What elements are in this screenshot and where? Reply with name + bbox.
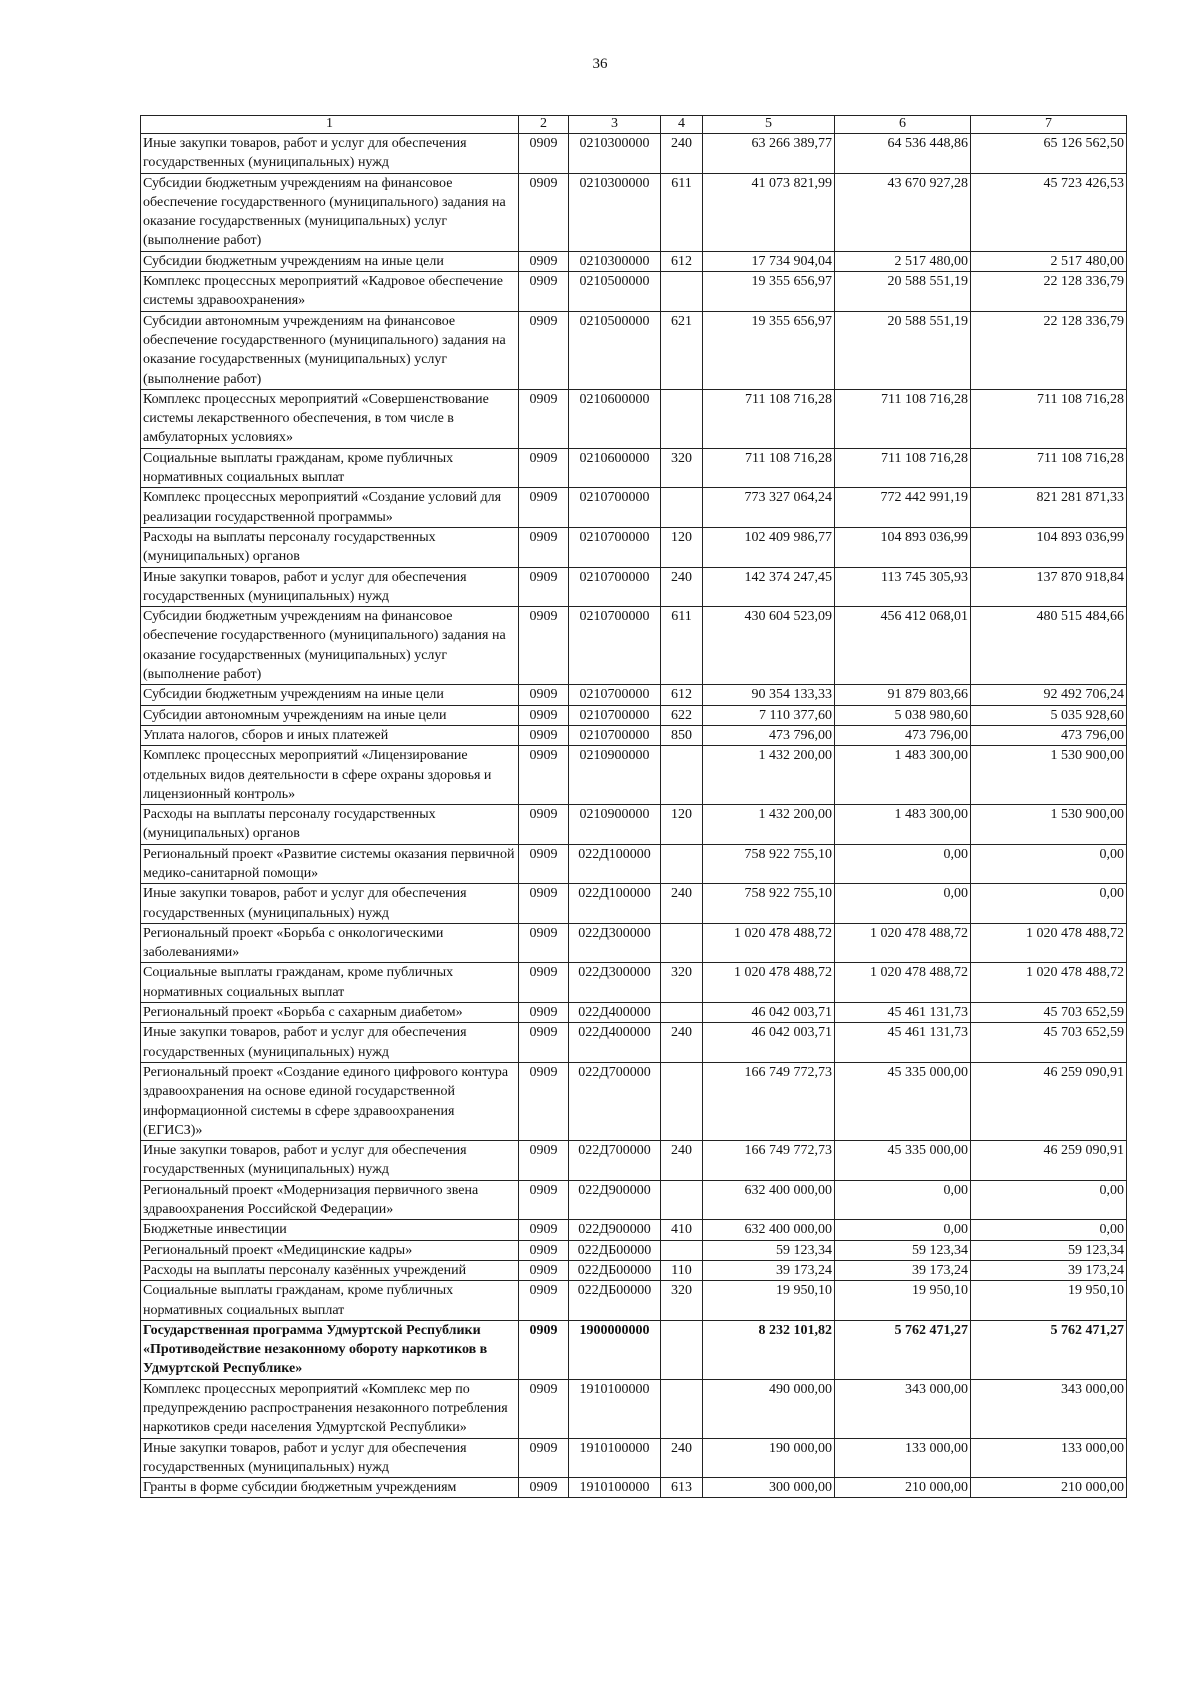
row-section-code: 0909 [519, 607, 569, 685]
row-target-code: 022ДБ00000 [569, 1240, 661, 1260]
row-target-code: 022Д300000 [569, 923, 661, 963]
row-amount-col5: 19 950,10 [703, 1281, 835, 1321]
row-amount-col6: 1 483 300,00 [835, 746, 971, 805]
table-row [141, 805, 1127, 845]
row-amount-col6: 20 588 551,19 [835, 272, 971, 312]
row-amount-col5: 17 734 904,04 [703, 251, 835, 271]
row-section-code: 0909 [519, 173, 569, 251]
row-amount-col6: 343 000,00 [835, 1379, 971, 1438]
row-name: Субсидии автономным учреждениям на иные цели [141, 705, 519, 725]
header-row [141, 116, 1127, 134]
row-amount-col7: 473 796,00 [971, 725, 1127, 745]
row-expense-type [661, 272, 703, 312]
row-name: Расходы на выплаты персоналу государственных (муниципальных) органов [141, 805, 519, 845]
row-amount-col6: 0,00 [835, 844, 971, 884]
row-expense-type [661, 844, 703, 884]
row-amount-col7: 46 259 090,91 [971, 1141, 1127, 1181]
row-amount-col5: 758 922 755,10 [703, 844, 835, 884]
row-section-code: 0909 [519, 1062, 569, 1140]
row-amount-col7: 2 517 480,00 [971, 251, 1127, 271]
row-expense-type [661, 746, 703, 805]
row-amount-col7: 45 723 426,53 [971, 173, 1127, 251]
table-row [141, 1438, 1127, 1478]
table-row [141, 685, 1127, 705]
row-section-code: 0909 [519, 389, 569, 448]
row-name: Иные закупки товаров, работ и услуг для обеспечения государственных (муниципальных) нужд [141, 1141, 519, 1181]
row-amount-col5: 773 327 064,24 [703, 488, 835, 528]
row-target-code: 0210700000 [569, 567, 661, 607]
row-expense-type: 110 [661, 1260, 703, 1280]
budget-table [140, 115, 1127, 1498]
table-row [141, 134, 1127, 174]
row-amount-col6: 91 879 803,66 [835, 685, 971, 705]
row-amount-col7: 92 492 706,24 [971, 685, 1127, 705]
row-section-code: 0909 [519, 705, 569, 725]
table-row [141, 1379, 1127, 1438]
row-amount-col7: 59 123,34 [971, 1240, 1127, 1260]
row-amount-col5: 632 400 000,00 [703, 1220, 835, 1240]
row-expense-type: 240 [661, 1023, 703, 1063]
row-target-code: 1910100000 [569, 1438, 661, 1478]
row-target-code: 022Д700000 [569, 1062, 661, 1140]
row-section-code: 0909 [519, 1281, 569, 1321]
row-section-code: 0909 [519, 1003, 569, 1023]
row-target-code: 0210300000 [569, 134, 661, 174]
table-row [141, 311, 1127, 389]
row-amount-col5: 166 749 772,73 [703, 1141, 835, 1181]
header-cell: 7 [971, 116, 1127, 134]
row-target-code: 022Д100000 [569, 884, 661, 924]
row-amount-col5: 102 409 986,77 [703, 527, 835, 567]
row-name: Иные закупки товаров, работ и услуг для обеспечения государственных (муниципальных) нужд [141, 1438, 519, 1478]
row-amount-col5: 300 000,00 [703, 1478, 835, 1498]
row-name: Региональный проект «Развитие системы оказания первичной медико-санитарной помощи» [141, 844, 519, 884]
row-amount-col6: 39 173,24 [835, 1260, 971, 1280]
row-amount-col6: 64 536 448,86 [835, 134, 971, 174]
row-target-code: 0210700000 [569, 527, 661, 567]
row-amount-col5: 46 042 003,71 [703, 1003, 835, 1023]
row-expense-type: 320 [661, 448, 703, 488]
row-amount-col6: 133 000,00 [835, 1438, 971, 1478]
row-section-code: 0909 [519, 1320, 569, 1379]
row-name: Комплекс процессных мероприятий «Совершенствование системы лекарственного обеспечения, в том числе в амбулаторных условиях» [141, 389, 519, 448]
row-expense-type: 410 [661, 1220, 703, 1240]
row-expense-type: 613 [661, 1478, 703, 1498]
row-target-code: 022ДБ00000 [569, 1260, 661, 1280]
row-name: Иные закупки товаров, работ и услуг для обеспечения государственных (муниципальных) нужд [141, 134, 519, 174]
row-name: Расходы на выплаты персоналу казённых учреждений [141, 1260, 519, 1280]
row-section-code: 0909 [519, 1220, 569, 1240]
table-row [141, 1141, 1127, 1181]
header-cell: 3 [569, 116, 661, 134]
row-name: Региональный проект «Модернизация первичного звена здравоохранения Российской Федерации» [141, 1180, 519, 1220]
table-row [141, 1023, 1127, 1063]
row-amount-col6: 113 745 305,93 [835, 567, 971, 607]
row-amount-col5: 166 749 772,73 [703, 1062, 835, 1140]
row-amount-col6: 473 796,00 [835, 725, 971, 745]
row-target-code: 0210500000 [569, 311, 661, 389]
row-amount-col6: 45 335 000,00 [835, 1141, 971, 1181]
row-expense-type: 240 [661, 567, 703, 607]
row-amount-col6: 45 461 131,73 [835, 1003, 971, 1023]
row-expense-type [661, 1003, 703, 1023]
row-expense-type: 320 [661, 963, 703, 1003]
row-expense-type: 240 [661, 1438, 703, 1478]
row-amount-col7: 711 108 716,28 [971, 389, 1127, 448]
row-section-code: 0909 [519, 844, 569, 884]
row-section-code: 0909 [519, 448, 569, 488]
row-amount-col6: 104 893 036,99 [835, 527, 971, 567]
row-expense-type: 120 [661, 527, 703, 567]
row-name: Иные закупки товаров, работ и услуг для обеспечения государственных (муниципальных) нужд [141, 1023, 519, 1063]
row-amount-col5: 59 123,34 [703, 1240, 835, 1260]
row-expense-type [661, 1379, 703, 1438]
row-amount-col7: 1 530 900,00 [971, 746, 1127, 805]
row-amount-col5: 758 922 755,10 [703, 884, 835, 924]
row-section-code: 0909 [519, 923, 569, 963]
row-amount-col6: 1 020 478 488,72 [835, 923, 971, 963]
row-amount-col7: 45 703 652,59 [971, 1023, 1127, 1063]
row-section-code: 0909 [519, 1141, 569, 1181]
row-section-code: 0909 [519, 1023, 569, 1063]
row-amount-col7: 0,00 [971, 884, 1127, 924]
row-expense-type: 850 [661, 725, 703, 745]
row-amount-col5: 7 110 377,60 [703, 705, 835, 725]
row-amount-col6: 45 461 131,73 [835, 1023, 971, 1063]
row-expense-type: 612 [661, 251, 703, 271]
row-amount-col6: 5 038 980,60 [835, 705, 971, 725]
row-amount-col6: 43 670 927,28 [835, 173, 971, 251]
row-section-code: 0909 [519, 884, 569, 924]
row-amount-col5: 190 000,00 [703, 1438, 835, 1478]
table-row [141, 923, 1127, 963]
row-expense-type: 120 [661, 805, 703, 845]
row-amount-col7: 210 000,00 [971, 1478, 1127, 1498]
row-amount-col5: 711 108 716,28 [703, 389, 835, 448]
table-row [141, 1320, 1127, 1379]
row-expense-type [661, 1320, 703, 1379]
row-expense-type: 320 [661, 1281, 703, 1321]
row-name: Региональный проект «Борьба с сахарным диабетом» [141, 1003, 519, 1023]
row-name: Комплекс процессных мероприятий «Лицензирование отдельных видов деятельности в сфере охраны здоровья и лицензионный контроль» [141, 746, 519, 805]
row-name: Субсидии бюджетным учреждениям на финансовое обеспечение государственного (муниципального) задания на оказание государственных (муниципальных) услуг (выполнение работ) [141, 173, 519, 251]
row-amount-col7: 821 281 871,33 [971, 488, 1127, 528]
row-target-code: 0210700000 [569, 607, 661, 685]
row-amount-col5: 63 266 389,77 [703, 134, 835, 174]
row-amount-col5: 1 432 200,00 [703, 746, 835, 805]
row-name: Комплекс процессных мероприятий «Создание условий для реализации государственной программы» [141, 488, 519, 528]
table-row [141, 705, 1127, 725]
row-name: Уплата налогов, сборов и иных платежей [141, 725, 519, 745]
row-section-code: 0909 [519, 527, 569, 567]
header-cell: 5 [703, 116, 835, 134]
row-section-code: 0909 [519, 272, 569, 312]
row-amount-col5: 46 042 003,71 [703, 1023, 835, 1063]
table-row [141, 272, 1127, 312]
row-name: Государственная программа Удмуртской Республики «Противодействие незаконному обороту наркотиков в Удмуртской Республике» [141, 1320, 519, 1379]
row-expense-type: 622 [661, 705, 703, 725]
row-amount-col6: 210 000,00 [835, 1478, 971, 1498]
row-target-code: 1900000000 [569, 1320, 661, 1379]
row-amount-col7: 1 530 900,00 [971, 805, 1127, 845]
row-target-code: 022ДБ00000 [569, 1281, 661, 1321]
row-target-code: 0210700000 [569, 488, 661, 528]
row-amount-col7: 0,00 [971, 1180, 1127, 1220]
table-row [141, 251, 1127, 271]
table-row [141, 844, 1127, 884]
row-expense-type: 621 [661, 311, 703, 389]
table-row [141, 607, 1127, 685]
table-body [141, 134, 1127, 1498]
row-name: Расходы на выплаты персоналу государственных (муниципальных) органов [141, 527, 519, 567]
row-amount-col7: 480 515 484,66 [971, 607, 1127, 685]
table-row [141, 884, 1127, 924]
table-row [141, 1281, 1127, 1321]
table-row [141, 1220, 1127, 1240]
row-amount-col6: 711 108 716,28 [835, 389, 971, 448]
row-section-code: 0909 [519, 1478, 569, 1498]
row-section-code: 0909 [519, 1260, 569, 1280]
row-amount-col5: 632 400 000,00 [703, 1180, 835, 1220]
row-amount-col7: 0,00 [971, 1220, 1127, 1240]
row-section-code: 0909 [519, 1240, 569, 1260]
row-expense-type [661, 1240, 703, 1260]
row-section-code: 0909 [519, 1379, 569, 1438]
row-amount-col6: 20 588 551,19 [835, 311, 971, 389]
row-name: Региональный проект «Создание единого цифрового контура здравоохранения на основе единой государственной информационной системы в сфере здравоохранения (ЕГИСЗ)» [141, 1062, 519, 1140]
row-amount-col5: 1 020 478 488,72 [703, 963, 835, 1003]
row-amount-col5: 142 374 247,45 [703, 567, 835, 607]
row-amount-col5: 1 432 200,00 [703, 805, 835, 845]
row-amount-col6: 456 412 068,01 [835, 607, 971, 685]
row-target-code: 0210900000 [569, 805, 661, 845]
row-expense-type [661, 1062, 703, 1140]
table-row [141, 1478, 1127, 1498]
row-section-code: 0909 [519, 685, 569, 705]
row-target-code: 0210900000 [569, 746, 661, 805]
row-amount-col6: 0,00 [835, 884, 971, 924]
header-cell: 2 [519, 116, 569, 134]
row-amount-col7: 343 000,00 [971, 1379, 1127, 1438]
row-name: Комплекс процессных мероприятий «Комплекс мер по предупреждению распространения незаконного потребления наркотиков среди населения Удмуртской Республики» [141, 1379, 519, 1438]
row-section-code: 0909 [519, 1438, 569, 1478]
row-expense-type: 240 [661, 134, 703, 174]
row-amount-col6: 19 950,10 [835, 1281, 971, 1321]
row-amount-col5: 8 232 101,82 [703, 1320, 835, 1379]
row-expense-type [661, 1180, 703, 1220]
row-name: Субсидии бюджетным учреждениям на финансовое обеспечение государственного (муниципального) задания на оказание государственных (муниципальных) услуг (выполнение работ) [141, 607, 519, 685]
row-target-code: 0210300000 [569, 251, 661, 271]
table-row [141, 488, 1127, 528]
row-amount-col5: 19 355 656,97 [703, 272, 835, 312]
table-row [141, 173, 1127, 251]
row-target-code: 0210700000 [569, 705, 661, 725]
table-row [141, 725, 1127, 745]
row-amount-col5: 39 173,24 [703, 1260, 835, 1280]
row-amount-col7: 133 000,00 [971, 1438, 1127, 1478]
row-amount-col7: 22 128 336,79 [971, 311, 1127, 389]
table-row [141, 1260, 1127, 1280]
row-name: Социальные выплаты гражданам, кроме публичных нормативных социальных выплат [141, 1281, 519, 1321]
row-expense-type: 611 [661, 607, 703, 685]
table-row [141, 746, 1127, 805]
row-amount-col5: 490 000,00 [703, 1379, 835, 1438]
table-row [141, 1062, 1127, 1140]
table-row [141, 1003, 1127, 1023]
row-expense-type [661, 488, 703, 528]
row-expense-type: 240 [661, 1141, 703, 1181]
row-target-code: 0210600000 [569, 389, 661, 448]
row-amount-col5: 19 355 656,97 [703, 311, 835, 389]
row-name: Бюджетные инвестиции [141, 1220, 519, 1240]
row-amount-col5: 473 796,00 [703, 725, 835, 745]
row-target-code: 0210500000 [569, 272, 661, 312]
row-amount-col6: 1 020 478 488,72 [835, 963, 971, 1003]
row-amount-col5: 90 354 133,33 [703, 685, 835, 705]
row-target-code: 022Д900000 [569, 1220, 661, 1240]
row-section-code: 0909 [519, 963, 569, 1003]
row-amount-col7: 22 128 336,79 [971, 272, 1127, 312]
row-target-code: 1910100000 [569, 1478, 661, 1498]
table-row [141, 389, 1127, 448]
table-row [141, 567, 1127, 607]
row-amount-col5: 711 108 716,28 [703, 448, 835, 488]
row-amount-col6: 45 335 000,00 [835, 1062, 971, 1140]
table-row [141, 963, 1127, 1003]
row-amount-col7: 0,00 [971, 844, 1127, 884]
row-amount-col5: 430 604 523,09 [703, 607, 835, 685]
row-name: Социальные выплаты гражданам, кроме публичных нормативных социальных выплат [141, 963, 519, 1003]
row-section-code: 0909 [519, 725, 569, 745]
row-target-code: 022Д300000 [569, 963, 661, 1003]
row-target-code: 0210300000 [569, 173, 661, 251]
row-name: Гранты в форме субсидии бюджетным учреждениям [141, 1478, 519, 1498]
header-cell: 1 [141, 116, 519, 134]
row-section-code: 0909 [519, 567, 569, 607]
row-amount-col5: 1 020 478 488,72 [703, 923, 835, 963]
row-amount-col7: 711 108 716,28 [971, 448, 1127, 488]
row-amount-col7: 45 703 652,59 [971, 1003, 1127, 1023]
row-target-code: 022Д400000 [569, 1023, 661, 1063]
row-amount-col6: 2 517 480,00 [835, 251, 971, 271]
row-section-code: 0909 [519, 805, 569, 845]
row-amount-col7: 137 870 918,84 [971, 567, 1127, 607]
row-amount-col7: 46 259 090,91 [971, 1062, 1127, 1140]
row-name: Субсидии бюджетным учреждениям на иные цели [141, 251, 519, 271]
table-row [141, 448, 1127, 488]
row-expense-type: 612 [661, 685, 703, 705]
table-row [141, 527, 1127, 567]
row-amount-col7: 1 020 478 488,72 [971, 923, 1127, 963]
row-expense-type: 240 [661, 884, 703, 924]
row-amount-col5: 41 073 821,99 [703, 173, 835, 251]
row-amount-col6: 5 762 471,27 [835, 1320, 971, 1379]
row-target-code: 0210700000 [569, 685, 661, 705]
row-amount-col7: 39 173,24 [971, 1260, 1127, 1280]
row-amount-col7: 104 893 036,99 [971, 527, 1127, 567]
row-name: Региональный проект «Медицинские кадры» [141, 1240, 519, 1260]
row-amount-col7: 65 126 562,50 [971, 134, 1127, 174]
row-amount-col6: 711 108 716,28 [835, 448, 971, 488]
row-amount-col7: 5 035 928,60 [971, 705, 1127, 725]
row-amount-col7: 1 020 478 488,72 [971, 963, 1127, 1003]
row-target-code: 022Д400000 [569, 1003, 661, 1023]
row-target-code: 022Д900000 [569, 1180, 661, 1220]
row-expense-type [661, 923, 703, 963]
row-section-code: 0909 [519, 488, 569, 528]
row-expense-type [661, 389, 703, 448]
row-section-code: 0909 [519, 251, 569, 271]
page-number: 36 [592, 56, 608, 72]
row-section-code: 0909 [519, 746, 569, 805]
row-amount-col7: 5 762 471,27 [971, 1320, 1127, 1379]
row-name: Иные закупки товаров, работ и услуг для обеспечения государственных (муниципальных) нужд [141, 884, 519, 924]
row-target-code: 1910100000 [569, 1379, 661, 1438]
row-name: Субсидии автономным учреждениям на финансовое обеспечение государственного (муниципального) задания на оказание государственных (муниципальных) услуг (выполнение работ) [141, 311, 519, 389]
row-amount-col6: 0,00 [835, 1180, 971, 1220]
row-expense-type: 611 [661, 173, 703, 251]
row-target-code: 0210700000 [569, 725, 661, 745]
row-amount-col6: 0,00 [835, 1220, 971, 1240]
row-amount-col6: 772 442 991,19 [835, 488, 971, 528]
row-name: Региональный проект «Борьба с онкологическими заболеваниями» [141, 923, 519, 963]
row-section-code: 0909 [519, 311, 569, 389]
row-section-code: 0909 [519, 1180, 569, 1220]
row-name: Социальные выплаты гражданам, кроме публичных нормативных социальных выплат [141, 448, 519, 488]
row-name: Субсидии бюджетным учреждениям на иные цели [141, 685, 519, 705]
table-row [141, 1240, 1127, 1260]
row-name: Комплекс процессных мероприятий «Кадровое обеспечение системы здравоохранения» [141, 272, 519, 312]
row-amount-col6: 59 123,34 [835, 1240, 971, 1260]
header-cell: 4 [661, 116, 703, 134]
row-name: Иные закупки товаров, работ и услуг для обеспечения государственных (муниципальных) нужд [141, 567, 519, 607]
row-target-code: 022Д100000 [569, 844, 661, 884]
header-cell: 6 [835, 116, 971, 134]
row-section-code: 0909 [519, 134, 569, 174]
row-target-code: 0210600000 [569, 448, 661, 488]
row-amount-col7: 19 950,10 [971, 1281, 1127, 1321]
row-target-code: 022Д700000 [569, 1141, 661, 1181]
row-amount-col6: 1 483 300,00 [835, 805, 971, 845]
table-row [141, 1180, 1127, 1220]
